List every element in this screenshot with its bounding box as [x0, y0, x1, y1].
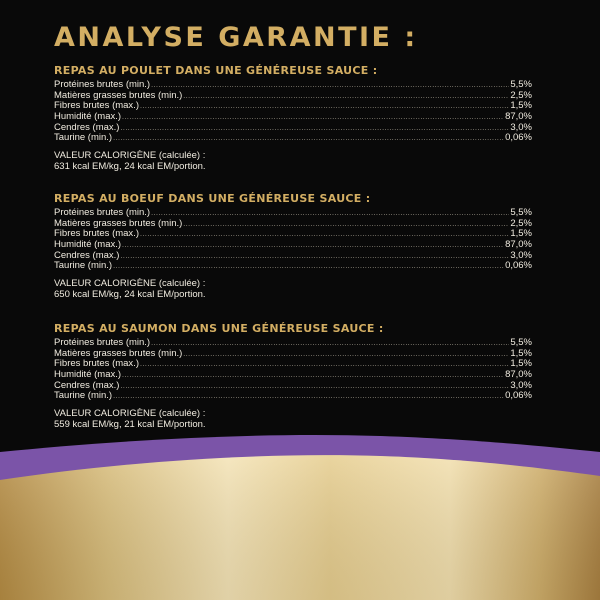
- nutrient-value: 0,06%: [505, 261, 532, 272]
- nutrient-value: 5,5%: [510, 80, 532, 90]
- dot-leader: [140, 230, 509, 240]
- dot-leader: [113, 392, 504, 402]
- nutrient-row: [54, 229, 532, 240]
- nutrient-row: [54, 251, 532, 262]
- nutrient-row: [54, 80, 532, 91]
- dot-leader: [120, 252, 509, 262]
- nutrient-value: 2,5%: [510, 90, 532, 101]
- nutrient-row: [54, 91, 532, 102]
- dot-leader: [113, 262, 504, 272]
- analysis-section-salmon: [54, 322, 532, 430]
- nutrient-label: Cendres (max.): [54, 380, 120, 391]
- dot-leader: [122, 371, 504, 381]
- calorie-block: [54, 278, 532, 300]
- analysis-section-beef: [54, 192, 532, 300]
- nutrient-list: [54, 80, 532, 144]
- dot-leader: [140, 102, 509, 112]
- nutrient-row: [54, 370, 532, 381]
- nutrient-value: 1,5%: [510, 359, 532, 370]
- dot-leader: [151, 81, 509, 91]
- nutrient-label: Cendres (max.): [54, 122, 120, 133]
- nutrient-label: Protéines brutes (min.): [54, 208, 151, 218]
- nutrient-value: 5,5%: [510, 338, 532, 348]
- decorative-gold-wave: [0, 420, 600, 600]
- analysis-section-chicken: [54, 64, 532, 172]
- calorie-label: VALEUR CALORIGÈNE (calculée) :: [54, 278, 206, 290]
- nutrient-label: Fibres brutes (max.): [54, 359, 139, 370]
- calorie-block: [54, 150, 532, 172]
- dot-leader: [120, 382, 509, 392]
- nutrient-label: Cendres (max.): [54, 250, 120, 261]
- nutrient-value: 2,5%: [510, 218, 532, 229]
- nutrient-row: [54, 391, 532, 402]
- page-title: ANALYSE GARANTIE :: [54, 22, 418, 53]
- nutrient-row: [54, 219, 532, 230]
- nutrient-label: Fibres brutes (max.): [54, 101, 139, 112]
- section-heading: REPAS AU BOEUF DANS UNE GÉNÉREUSE SAUCE :: [54, 192, 371, 205]
- nutrient-label: Protéines brutes (min.): [54, 80, 151, 90]
- section-heading: REPAS AU POULET DANS UNE GÉNÉREUSE SAUCE :: [54, 64, 378, 77]
- nutrient-row: [54, 101, 532, 112]
- nutrient-value: 0,06%: [505, 133, 532, 144]
- nutrient-row: [54, 112, 532, 123]
- nutrient-value: 87,0%: [505, 370, 532, 381]
- dot-leader: [151, 339, 509, 349]
- nutrient-list: [54, 208, 532, 272]
- nutrient-value: 3,0%: [510, 122, 532, 133]
- calorie-label: VALEUR CALORIGÈNE (calculée) :: [54, 408, 206, 420]
- nutrient-row: [54, 208, 532, 219]
- nutrient-label: Matières grasses brutes (min.): [54, 90, 183, 101]
- nutrient-value: 0,06%: [505, 391, 532, 402]
- calorie-value: 559 kcal EM/kg, 21 kcal EM/portion.: [54, 419, 206, 431]
- nutrient-value: 87,0%: [505, 240, 532, 251]
- dot-leader: [183, 220, 509, 230]
- nutrient-value: 3,0%: [510, 380, 532, 391]
- dot-leader: [151, 209, 509, 219]
- nutrient-label: Humidité (max.): [54, 370, 122, 381]
- nutrient-label: Matières grasses brutes (min.): [54, 348, 183, 359]
- calorie-value: 650 kcal EM/kg, 24 kcal EM/portion.: [54, 289, 206, 301]
- nutrient-label: Humidité (max.): [54, 112, 122, 123]
- dot-leader: [113, 134, 504, 144]
- nutrient-value: 1,5%: [510, 101, 532, 112]
- dot-leader: [183, 350, 509, 360]
- nutrient-label: Matières grasses brutes (min.): [54, 218, 183, 229]
- nutrient-value: 1,5%: [510, 348, 532, 359]
- nutrient-label: Taurine (min.): [54, 391, 113, 402]
- nutrient-row: [54, 359, 532, 370]
- dot-leader: [122, 113, 504, 123]
- nutrient-label: Humidité (max.): [54, 240, 122, 251]
- dot-leader: [183, 92, 509, 102]
- nutrient-value: 5,5%: [510, 208, 532, 218]
- dot-leader: [120, 124, 509, 134]
- nutrient-label: Protéines brutes (min.): [54, 338, 151, 348]
- nutrient-label: Fibres brutes (max.): [54, 229, 139, 240]
- nutrient-row: [54, 381, 532, 392]
- calorie-label: VALEUR CALORIGÈNE (calculée) :: [54, 150, 206, 162]
- nutrient-row: [54, 261, 532, 272]
- nutrient-row: [54, 123, 532, 134]
- dot-leader: [122, 241, 504, 251]
- nutrient-row: [54, 240, 532, 251]
- nutrient-label: Taurine (min.): [54, 133, 113, 144]
- nutrient-label: Taurine (min.): [54, 261, 113, 272]
- section-heading: REPAS AU SAUMON DANS UNE GÉNÉREUSE SAUCE :: [54, 322, 384, 335]
- calorie-value: 631 kcal EM/kg, 24 kcal EM/portion.: [54, 161, 206, 173]
- nutrient-value: 3,0%: [510, 250, 532, 261]
- nutrient-row: [54, 349, 532, 360]
- nutrient-value: 87,0%: [505, 112, 532, 123]
- nutrient-list: [54, 338, 532, 402]
- nutrient-value: 1,5%: [510, 229, 532, 240]
- nutrient-row: [54, 133, 532, 144]
- nutrient-row: [54, 338, 532, 349]
- dot-leader: [140, 360, 509, 370]
